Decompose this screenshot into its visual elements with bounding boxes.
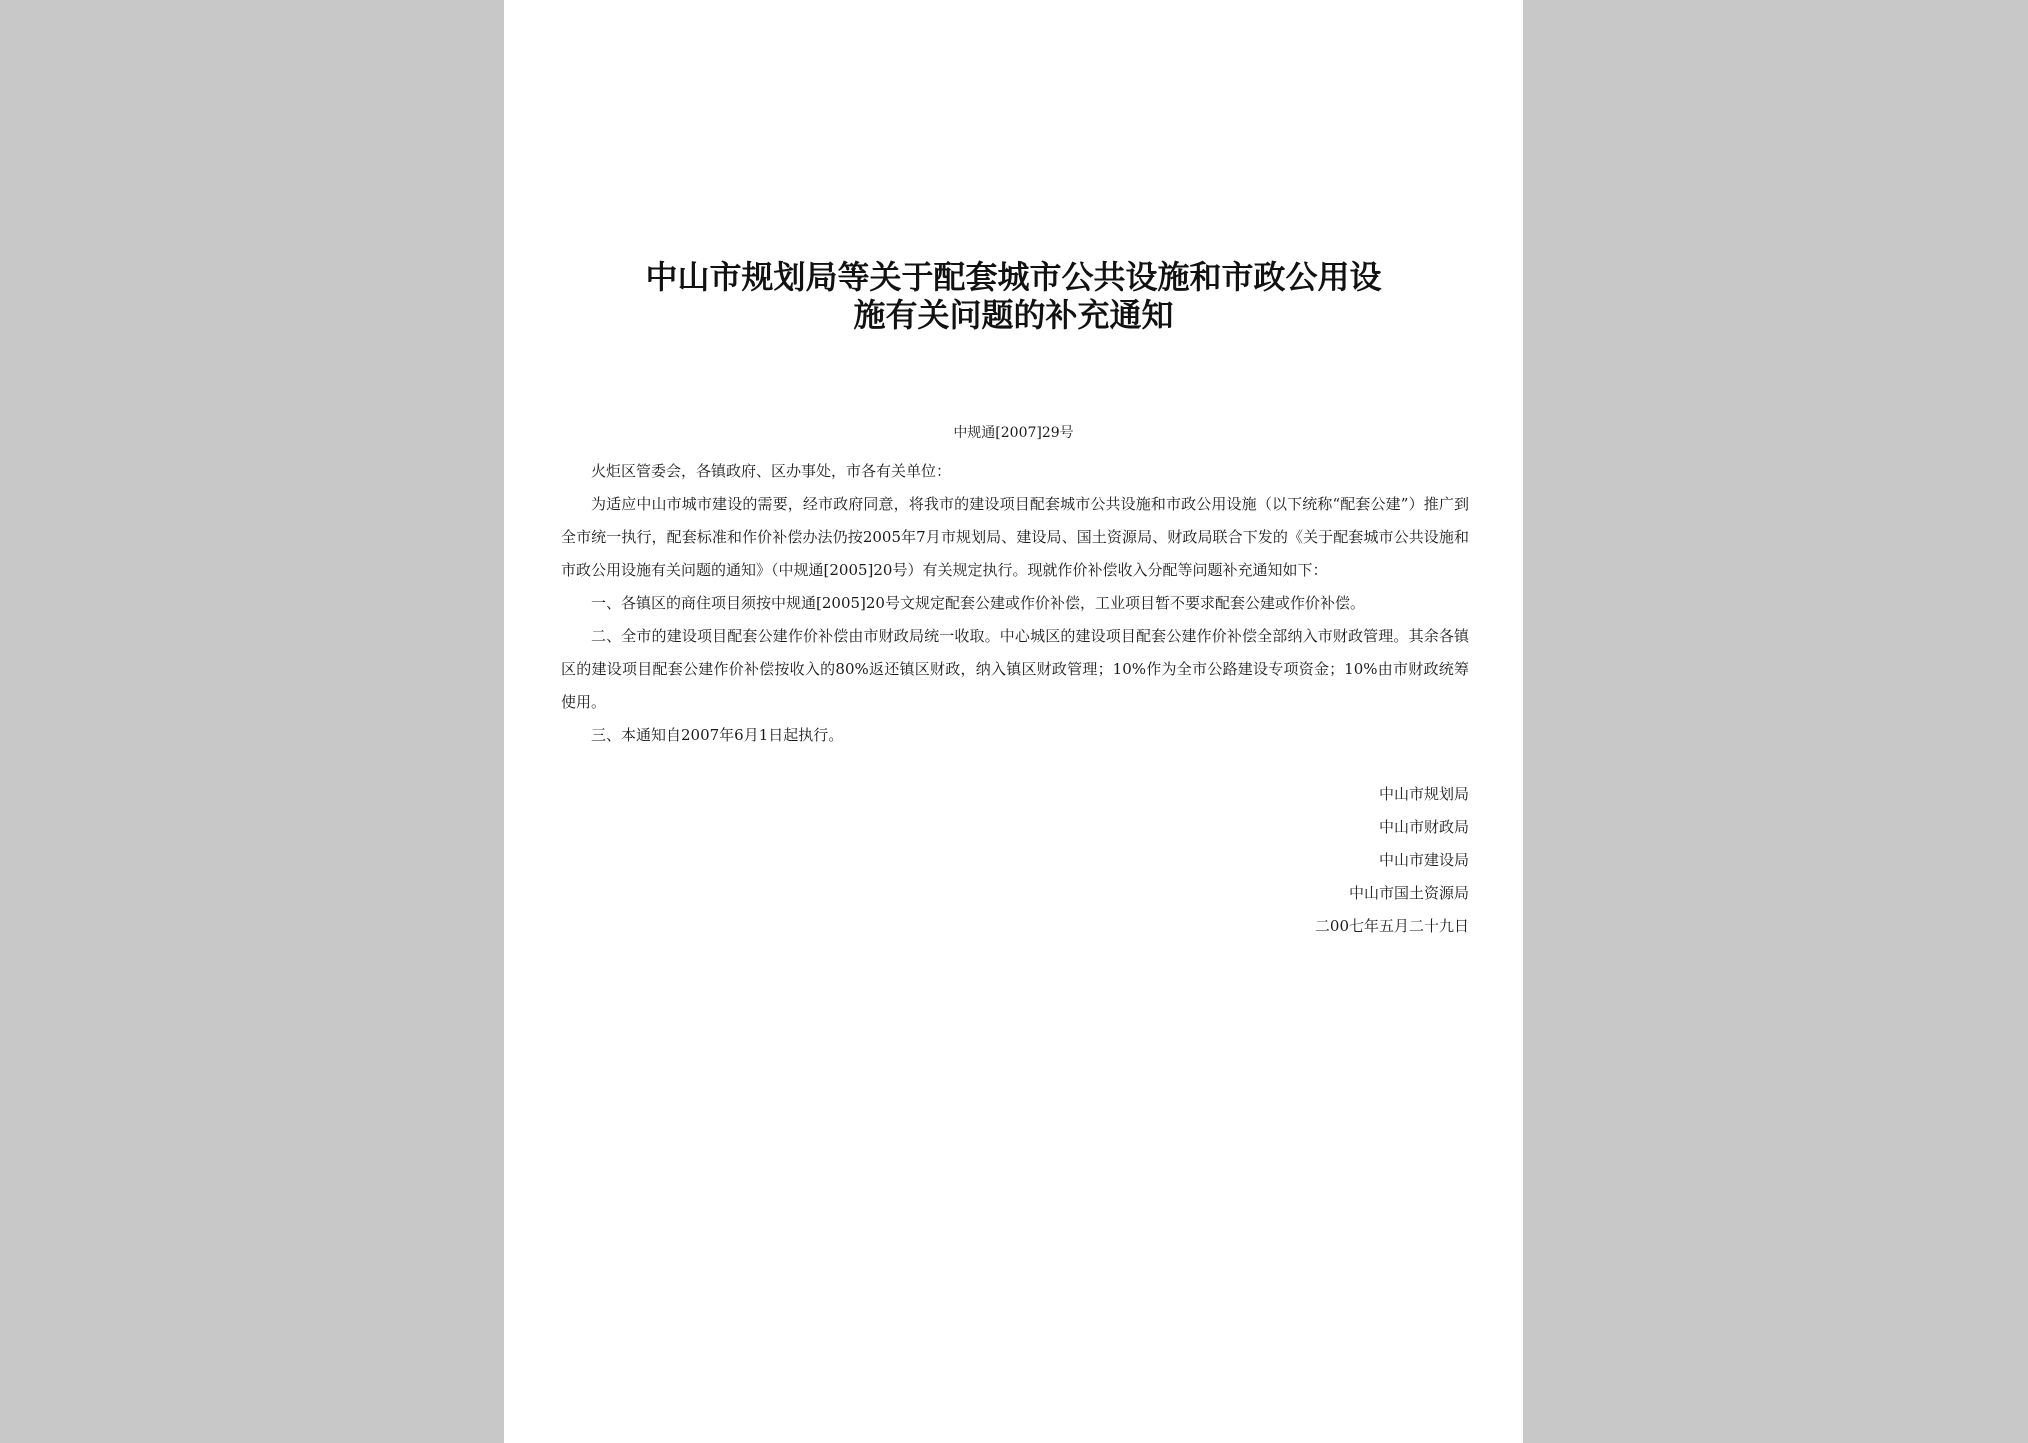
paragraph-intro: 为适应中山市城市建设的需要，经市政府同意，将我市的建设项目配套城市公共设施和市政公用设施（以下统称“配套公建”）推广到全市统一执行，配套标准和作价补偿办法仍按2005年7月市规划局、建设局、国土资源局、财政局联合下发的《关于配套城市公共设施和市政公用设施有关问题的通知》（中规通[2005]20号）有关规定执行。现就作价补偿收入分配等问题补充通知如下： xyxy=(561,495,1469,579)
title-line-2: 施有关问题的补充通知 xyxy=(853,296,1174,334)
title-line-1: 中山市规划局等关于配套城市公共设施和市政公用设 xyxy=(645,258,1382,296)
document-title xyxy=(504,258,1523,334)
paragraph-item-2: 二、全市的建设项目配套公建作价补偿由市财政局统一收取。中心城区的建设项目配套公建作价补偿全部纳入市财政管理。其余各镇区的建设项目配套公建作价补偿按收入的80%返还镇区财政，纳入镇区财政管理；10%作为全市公路建设专项资金；10%由市财政统筹使用。 xyxy=(561,627,1469,711)
salutation: 火炬区管委会，各镇政府、区办事处，市各有关单位： xyxy=(591,462,952,480)
signature-block xyxy=(561,778,1469,943)
paragraph-item-1: 一、各镇区的商住项目须按中规通[2005]20号文规定配套公建或作价补偿，工业项目暂不要求配套公建或作价补偿。 xyxy=(591,594,1365,612)
document-number: 中规通[2007]29号 xyxy=(953,425,1074,441)
document-body xyxy=(561,455,1469,752)
paragraph-item-3: 三、本通知自2007年6月1日起执行。 xyxy=(591,726,844,744)
signer: 中山市建设局 xyxy=(1378,851,1469,869)
signer: 中山市国土资源局 xyxy=(1348,884,1469,902)
signer: 中山市规划局 xyxy=(1378,785,1469,803)
document-page xyxy=(504,0,1523,1443)
signer: 中山市财政局 xyxy=(1378,818,1469,836)
document-date: 二00七年五月二十九日 xyxy=(1314,917,1469,935)
